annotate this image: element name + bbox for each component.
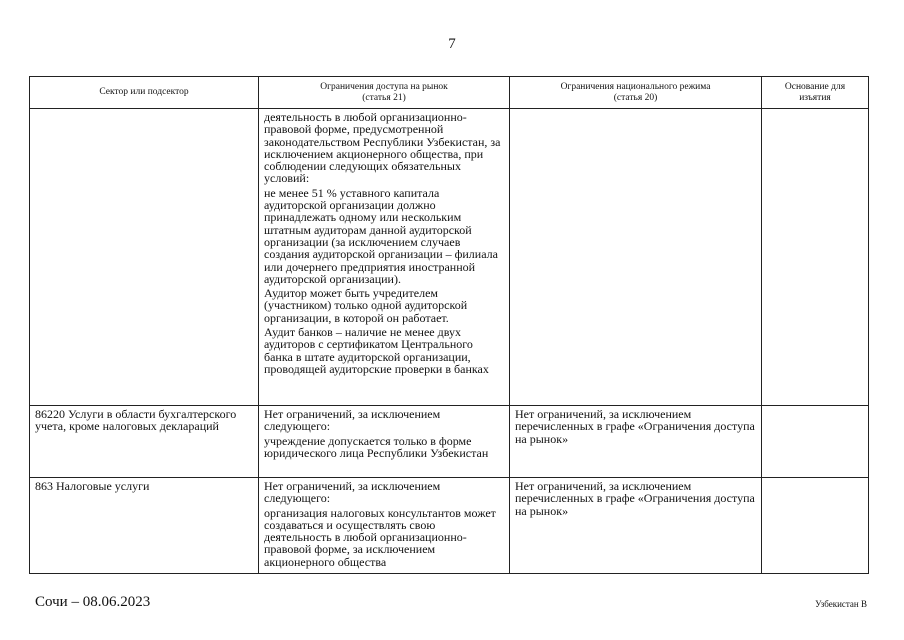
table-row — [30, 406, 869, 478]
market-access-cell: деятельность в любой организационно-правовой форме, предусмотренной законодательством Республики Узбекистан, за исключением акционерного общества, при соблюдении следующих обязательных условий: не менее 51 % уставного капитала аудиторской организации должно принадлежать одному или нескольким штатным аудиторам данной аудиторской организации (за исключением случаев создания аудиторской организации – филиала или дочернего предприятия иностранной аудиторской организации). Аудитор может быть учредителем (участником) только одной аудиторской организации, в которой он работает. Аудит банков – наличие не менее двух аудиторов с сертификатом Центрального банка в штате аудиторской организации, проводящей аудиторские проверки в банках — [259, 109, 510, 406]
national-treatment-cell — [510, 109, 762, 406]
sector-cell — [30, 109, 259, 406]
footer-location-date: Сочи – 08.06.2023 — [35, 594, 151, 610]
header-national-treatment: Ограничения национального режима (статья 20) — [510, 77, 762, 109]
page-number: 7 — [448, 36, 456, 52]
header-sector: Сектор или подсектор — [30, 77, 259, 109]
footer-country: Узбекистан В — [815, 599, 867, 609]
table-row — [30, 478, 869, 574]
market-access-cell: Нет ограничений, за исключением следующего: организация налоговых консультантов может создаваться и осуществлять свою деятельность в любой организационно-правовой форме, за исключением акционерного общества — [259, 478, 510, 574]
commitments-table — [29, 76, 869, 574]
exemption-cell — [762, 406, 869, 478]
market-access-cell: Нет ограничений, за исключением следующего: учреждение допускается только в форме юридического лица Республики Узбекистан — [259, 406, 510, 478]
national-treatment-cell: Нет ограничений, за исключением перечисленных в графе «Ограничения доступа на рынок» — [510, 406, 762, 478]
sector-cell: 86220 Услуги в области бухгалтерского учета, кроме налоговых деклараций — [30, 406, 259, 478]
exemption-cell — [762, 109, 869, 406]
table-header-row — [30, 77, 869, 109]
table-row — [30, 109, 869, 406]
header-market-access: Ограничения доступа на рынок (статья 21) — [259, 77, 510, 109]
header-exemption: Основание для изъятия — [762, 77, 869, 109]
national-treatment-cell: Нет ограничений, за исключением перечисленных в графе «Ограничения доступа на рынок» — [510, 478, 762, 574]
sector-cell: 863 Налоговые услуги — [30, 478, 259, 574]
exemption-cell — [762, 478, 869, 574]
